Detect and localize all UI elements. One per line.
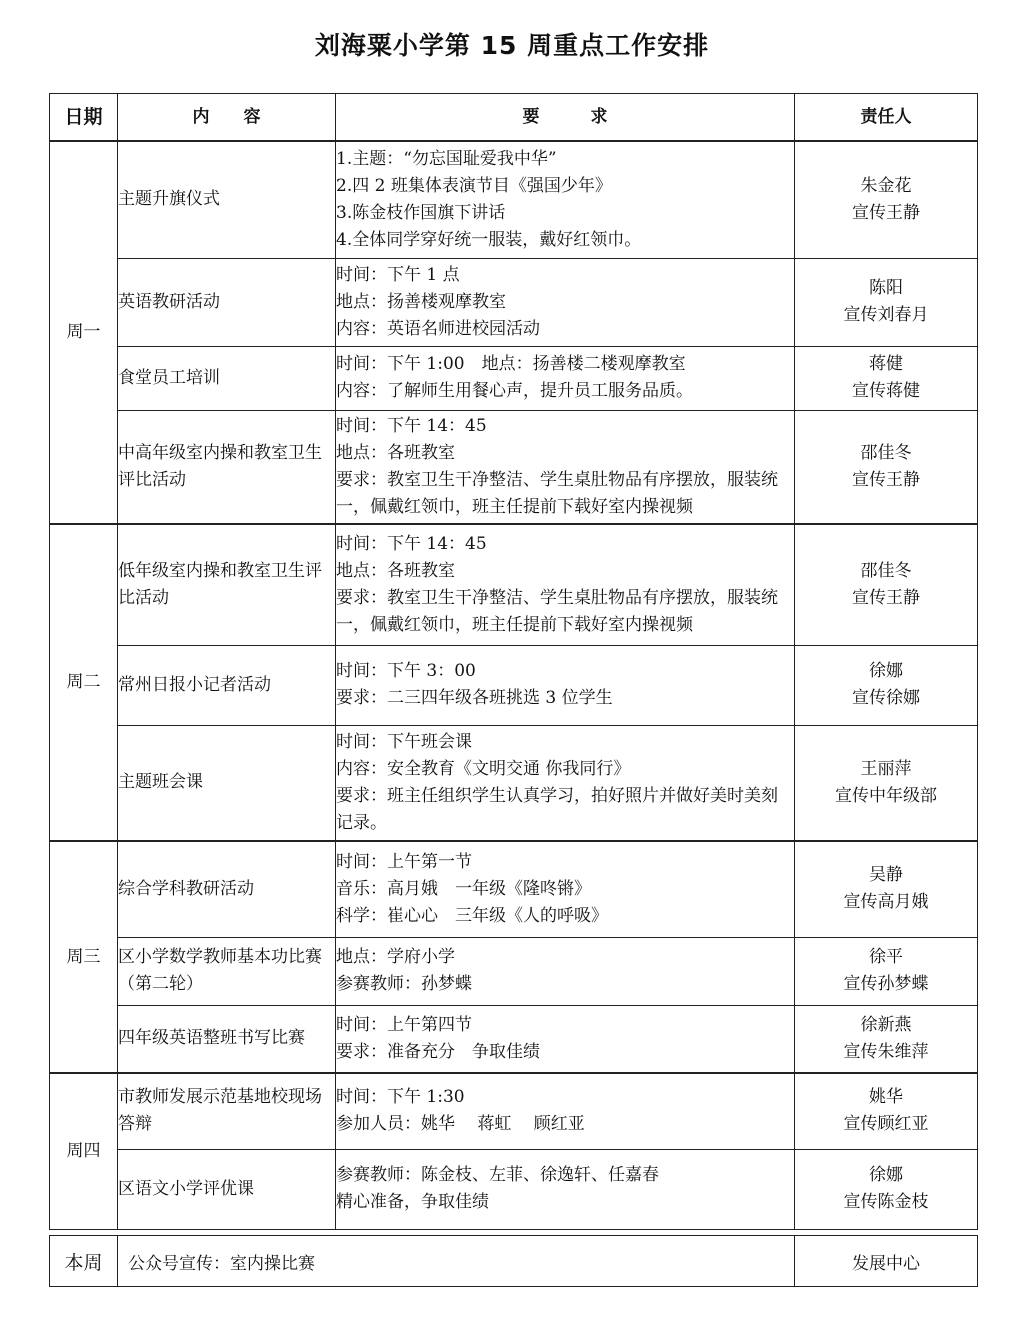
requirement-line: 时间：下午 1:30 xyxy=(336,1087,465,1108)
responsible-person: 姚华 xyxy=(869,1087,903,1108)
requirement-cell xyxy=(336,258,795,346)
responsible-cell xyxy=(795,258,978,346)
table-row xyxy=(50,524,978,645)
requirement-line: 地点：各班教室 xyxy=(336,560,455,581)
content-cell: 低年级室内操和教室卫生评比活动 xyxy=(118,524,336,645)
requirement-line: 1.主题：“勿忘国耻爱我中华” xyxy=(336,148,557,169)
week-label: 本周 xyxy=(50,1236,118,1287)
requirement-line: 4.全体同学穿好统一服装，戴好红领巾。 xyxy=(336,229,642,250)
responsible-publicity: 宣传朱维萍 xyxy=(843,1041,929,1062)
requirement-line: 内容：英语名师进校园活动 xyxy=(336,318,540,339)
responsible-cell xyxy=(795,937,978,1005)
requirement-line: 内容：安全教育《文明交通 你我同行》 xyxy=(336,758,631,779)
responsible-publicity: 宣传王静 xyxy=(852,587,920,608)
responsible-cell xyxy=(795,524,978,645)
requirement-line: 要求：二三四年级各班挑选 3 位学生 xyxy=(336,688,613,708)
responsible-publicity: 宣传孙梦蝶 xyxy=(843,974,929,994)
week-summary-table xyxy=(49,1235,978,1287)
requirement-line: 时间：下午班会课 xyxy=(336,731,472,752)
requirement-line: 地点：扬善楼观摩教室 xyxy=(336,291,506,312)
responsible-person: 邵佳冬 xyxy=(860,442,912,463)
responsible-publicity: 宣传高月娥 xyxy=(843,892,929,913)
requirement-line: 要求：准备充分 争取佳绩 xyxy=(336,1041,540,1062)
requirement-line: 精心准备，争取佳绩 xyxy=(336,1192,489,1212)
responsible-publicity: 宣传顾红亚 xyxy=(843,1114,929,1135)
responsible-person: 徐娜 xyxy=(869,661,903,681)
content-cell: 中高年级室内操和教室卫生评比活动 xyxy=(118,410,336,524)
responsible-person: 邵佳冬 xyxy=(860,560,912,581)
day-cell-tuesday: 周二 xyxy=(50,524,118,841)
page-title: 刘海粟小学第 15 周重点工作安排 xyxy=(314,31,710,60)
content-cell: 区小学数学教师基本功比赛（第二轮） xyxy=(118,937,336,1005)
requirement-cell xyxy=(336,645,795,725)
table-row xyxy=(50,141,978,258)
content-cell: 常州日报小记者活动 xyxy=(118,645,336,725)
content-cell: 四年级英语整班书写比赛 xyxy=(118,1005,336,1073)
requirement-line: 要求：班主任组织学生认真学习，拍好照片并做好美时美刻记录。 xyxy=(336,785,778,833)
responsible-cell xyxy=(795,841,978,937)
requirement-cell xyxy=(336,725,795,841)
responsible-person: 吴静 xyxy=(869,865,903,886)
responsible-publicity: 宣传陈金枝 xyxy=(843,1192,929,1212)
requirement-line: 3.陈金枝作国旗下讲话 xyxy=(336,202,506,223)
responsible-publicity: 宣传刘春月 xyxy=(843,305,929,325)
header-responsible: 责任人 xyxy=(795,94,978,142)
day-cell-thursday: 周四 xyxy=(50,1073,118,1229)
requirement-cell xyxy=(336,524,795,645)
requirement-line: 内容：了解师生用餐心声，提升员工服务品质。 xyxy=(336,381,693,401)
responsible-cell xyxy=(795,141,978,258)
requirement-line: 时间：上午第四节 xyxy=(336,1014,472,1035)
requirement-cell xyxy=(336,141,795,258)
requirement-cell xyxy=(336,841,795,937)
header-date: 日期 xyxy=(50,94,118,142)
requirement-cell xyxy=(336,1073,795,1149)
table-header-row xyxy=(50,94,978,142)
responsible-cell xyxy=(795,725,978,841)
day-cell-wednesday: 周三 xyxy=(50,841,118,1073)
table-row xyxy=(50,258,978,346)
table-row xyxy=(50,725,978,841)
requirement-line: 地点：学府小学 xyxy=(336,947,455,967)
responsible-person: 蒋健 xyxy=(869,354,903,374)
responsible-publicity: 宣传王静 xyxy=(852,202,920,223)
table-row xyxy=(50,346,978,410)
week-responsible: 发展中心 xyxy=(795,1236,978,1287)
responsible-person: 朱金花 xyxy=(860,175,912,196)
table-row xyxy=(50,937,978,1005)
requirement-line: 参加人员：姚华 蒋虹 顾红亚 xyxy=(336,1114,585,1135)
requirement-line: 时间：下午 3：00 xyxy=(336,661,476,681)
requirement-line: 科学：崔心心 三年级《人的呼吸》 xyxy=(336,905,608,926)
week-content: 公众号宣传：室内操比赛 xyxy=(118,1236,795,1287)
requirement-cell xyxy=(336,410,795,524)
table-row xyxy=(50,841,978,937)
responsible-publicity: 宣传王静 xyxy=(852,469,920,490)
requirement-line: 要求：教室卫生干净整洁、学生桌肚物品有序摆放，服装统一，佩戴红领巾，班主任提前下载好室内操视频 xyxy=(336,469,778,517)
content-cell: 英语教研活动 xyxy=(118,258,336,346)
requirement-cell xyxy=(336,346,795,410)
requirement-line: 时间：上午第一节 xyxy=(336,851,472,872)
table-row xyxy=(50,1073,978,1149)
responsible-person: 徐平 xyxy=(869,947,903,967)
requirement-cell xyxy=(336,1149,795,1229)
content-cell: 主题升旗仪式 xyxy=(118,141,336,258)
requirement-line: 参赛教师：孙梦蝶 xyxy=(336,974,472,994)
table-row xyxy=(50,1005,978,1073)
requirement-line: 时间：下午 1 点 xyxy=(336,264,460,285)
content-cell: 区语文小学评优课 xyxy=(118,1149,336,1229)
requirement-line: 地点：各班教室 xyxy=(336,442,455,463)
table-row xyxy=(50,1149,978,1229)
responsible-cell xyxy=(795,1149,978,1229)
content-cell: 主题班会课 xyxy=(118,725,336,841)
requirement-line: 时间：下午 1:00 地点：扬善楼二楼观摩教室 xyxy=(336,354,686,374)
responsible-cell xyxy=(795,1073,978,1149)
responsible-person: 徐娜 xyxy=(869,1165,903,1185)
requirement-line: 参赛教师：陈金枝、左菲、徐逸轩、任嘉春 xyxy=(336,1165,659,1185)
responsible-person: 徐新燕 xyxy=(860,1014,912,1035)
content-cell: 食堂员工培训 xyxy=(118,346,336,410)
requirement-line: 2.四 2 班集体表演节目《强国少年》 xyxy=(336,175,612,196)
responsible-cell xyxy=(795,346,978,410)
requirement-line: 要求：教室卫生干净整洁、学生桌肚物品有序摆放，服装统一，佩戴红领巾，班主任提前下载好室内操视频 xyxy=(336,587,778,635)
responsible-publicity: 宣传中年级部 xyxy=(835,785,937,806)
requirement-cell xyxy=(336,937,795,1005)
header-requirement: 要 求 xyxy=(336,94,795,142)
responsible-cell xyxy=(795,645,978,725)
responsible-publicity: 宣传徐娜 xyxy=(852,688,920,708)
table-row xyxy=(50,645,978,725)
week-summary-row xyxy=(50,1236,978,1287)
requirement-line: 时间：下午 14：45 xyxy=(336,533,487,554)
responsible-cell xyxy=(795,410,978,524)
responsible-publicity: 宣传蒋健 xyxy=(852,381,920,401)
responsible-cell xyxy=(795,1005,978,1073)
header-content: 内 容 xyxy=(118,94,336,142)
responsible-person: 王丽萍 xyxy=(860,758,912,779)
schedule-table xyxy=(49,93,978,1230)
content-cell: 市教师发展示范基地校现场答辩 xyxy=(118,1073,336,1149)
requirement-cell xyxy=(336,1005,795,1073)
content-cell: 综合学科教研活动 xyxy=(118,841,336,937)
day-cell-monday: 周一 xyxy=(50,141,118,524)
responsible-person: 陈阳 xyxy=(869,278,903,298)
requirement-line: 时间：下午 14：45 xyxy=(336,415,487,436)
requirement-line: 音乐：高月娥 一年级《隆咚锵》 xyxy=(336,878,591,899)
table-row xyxy=(50,410,978,524)
